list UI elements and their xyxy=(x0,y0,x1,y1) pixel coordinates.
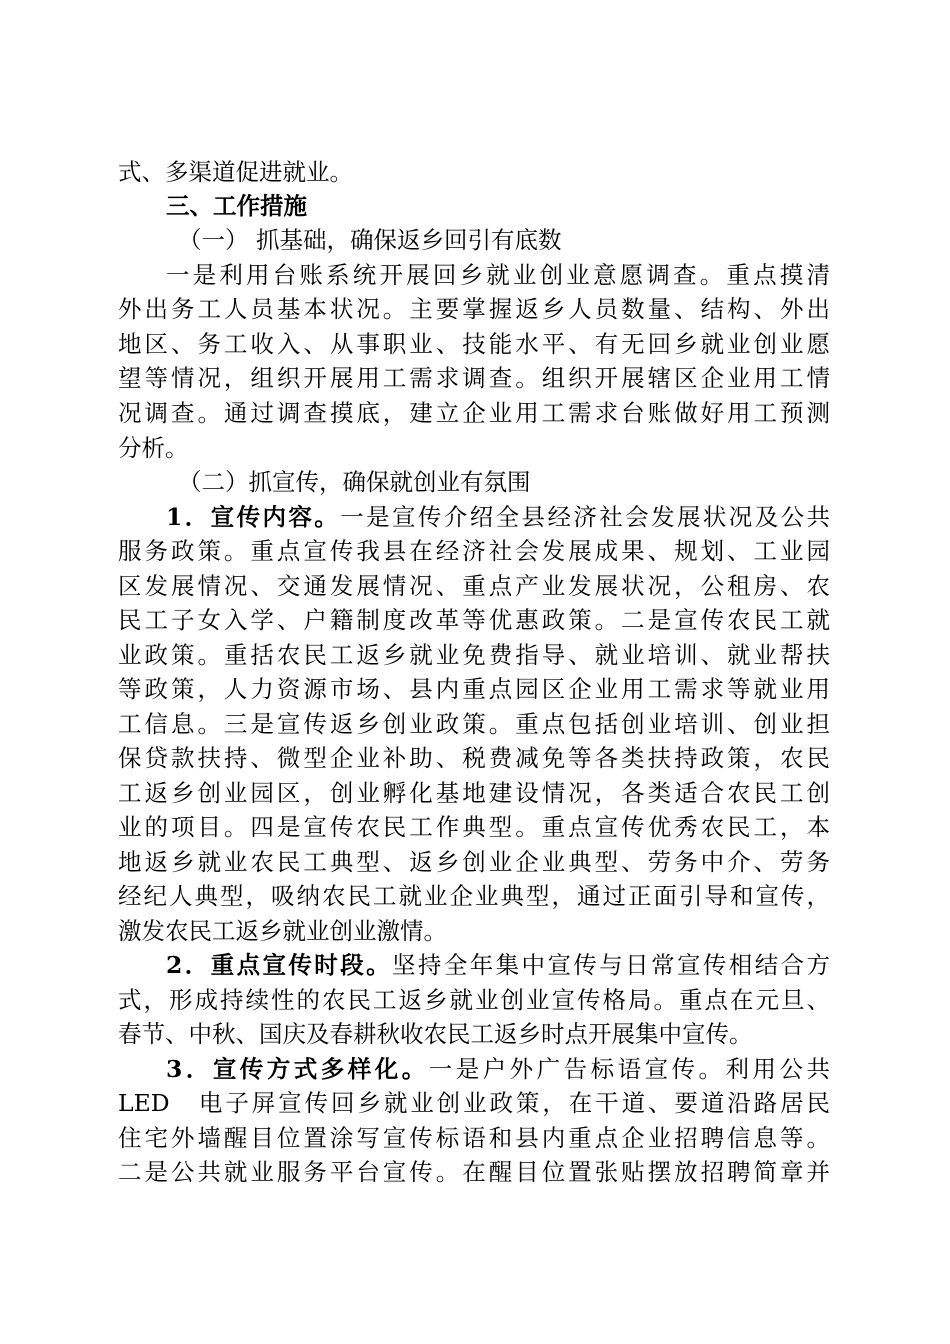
body-line: 式，形成持续性的农民工返乡就业创业宣传格局。重点在元旦、 xyxy=(118,986,830,1014)
item-2-text: 坚持全年集中宣传与日常宣传相结合方 xyxy=(392,951,830,979)
body-line: 服务政策。重点宣传我县在经济社会发展成果、规划、工业园 xyxy=(118,537,830,565)
body-line: 二是公共就业服务平台宣传。在醒目位置张贴摆放招聘简章并 xyxy=(118,1158,830,1186)
body-line: 春节、中秋、国庆及春耕秋收农民工返乡时点开展集中宣传。 xyxy=(118,1020,753,1048)
body-line: 保贷款扶持、微型企业补助、税费减免等各类扶持政策，农民 xyxy=(118,744,830,772)
item-1-text: 一是宣传介绍全县经济社会发展状况及公共 xyxy=(340,503,830,531)
item-1-label: 1．宣传内容。 xyxy=(166,503,341,531)
body-line: 况调查。通过调查摸底，建立企业用工需求台账做好用工预测 xyxy=(118,399,830,427)
body-line: 区发展情况、交通发展情况、重点产业发展状况，公租房、农 xyxy=(118,572,830,600)
item-3-text: 一是户外广告标语宣传。利用公共 xyxy=(428,1055,830,1083)
body-line: 式、多渠道促进就业。 xyxy=(118,158,353,186)
body-line: 地返乡就业农民工典型、返乡创业企业典型、劳务中介、劳务 xyxy=(118,848,830,876)
body-line: 住宅外墙醒目位置涂写宣传标语和县内重点企业招聘信息等。 xyxy=(118,1124,830,1152)
body-line: 业政策。重括农民工返乡就业免费指导、就业培训、就业帮扶 xyxy=(118,641,830,669)
body-line: 分析。 xyxy=(118,434,189,462)
item-2-line xyxy=(166,945,830,985)
body-line: 一是利用台账系统开展回乡就业创业意愿调查。重点摸清 xyxy=(166,261,830,289)
body-line: LED 电子屏宣传回乡就业创业政策，在干道、要道沿路居民 xyxy=(118,1089,830,1117)
subsection-heading: （二）抓宣传，确保就创业有氛围 xyxy=(178,468,531,496)
body-line: 激发农民工返乡就业创业激情。 xyxy=(118,917,447,945)
body-line: 民工子女入学、户籍制度改革等优惠政策。二是宣传农民工就 xyxy=(118,606,830,634)
body-line: 望等情况，组织开展用工需求调查。组织开展辖区企业用工情 xyxy=(118,364,830,392)
subsection-heading: （一） 抓基础，确保返乡回引有底数 xyxy=(178,226,562,254)
body-line: 地区、务工收入、从事职业、技能水平、有无回乡就业创业愿 xyxy=(118,330,830,358)
section-heading: 三、工作措施 xyxy=(166,192,307,220)
body-line: 工返乡创业园区，创业孵化基地建设情况，各类适合农民工创 xyxy=(118,779,830,807)
body-line: 等政策，人力资源市场、县内重点园区企业用工需求等就业用 xyxy=(118,675,830,703)
item-2-label: 2．重点宣传时段。 xyxy=(166,951,393,979)
body-line: 外出务工人员基本状况。主要掌握返乡人员数量、结构、外出 xyxy=(118,295,830,323)
body-line: 工信息。三是宣传返乡创业政策。重点包括创业培训、创业担 xyxy=(118,710,830,738)
item-3-label: 3．宣传方式多样化。 xyxy=(166,1055,429,1083)
body-line: 业的项目。四是宣传农民工作典型。重点宣传优秀农民工，本 xyxy=(118,813,830,841)
body-line: 经纪人典型，吸纳农民工就业企业典型，通过正面引导和宣传， xyxy=(118,882,830,910)
